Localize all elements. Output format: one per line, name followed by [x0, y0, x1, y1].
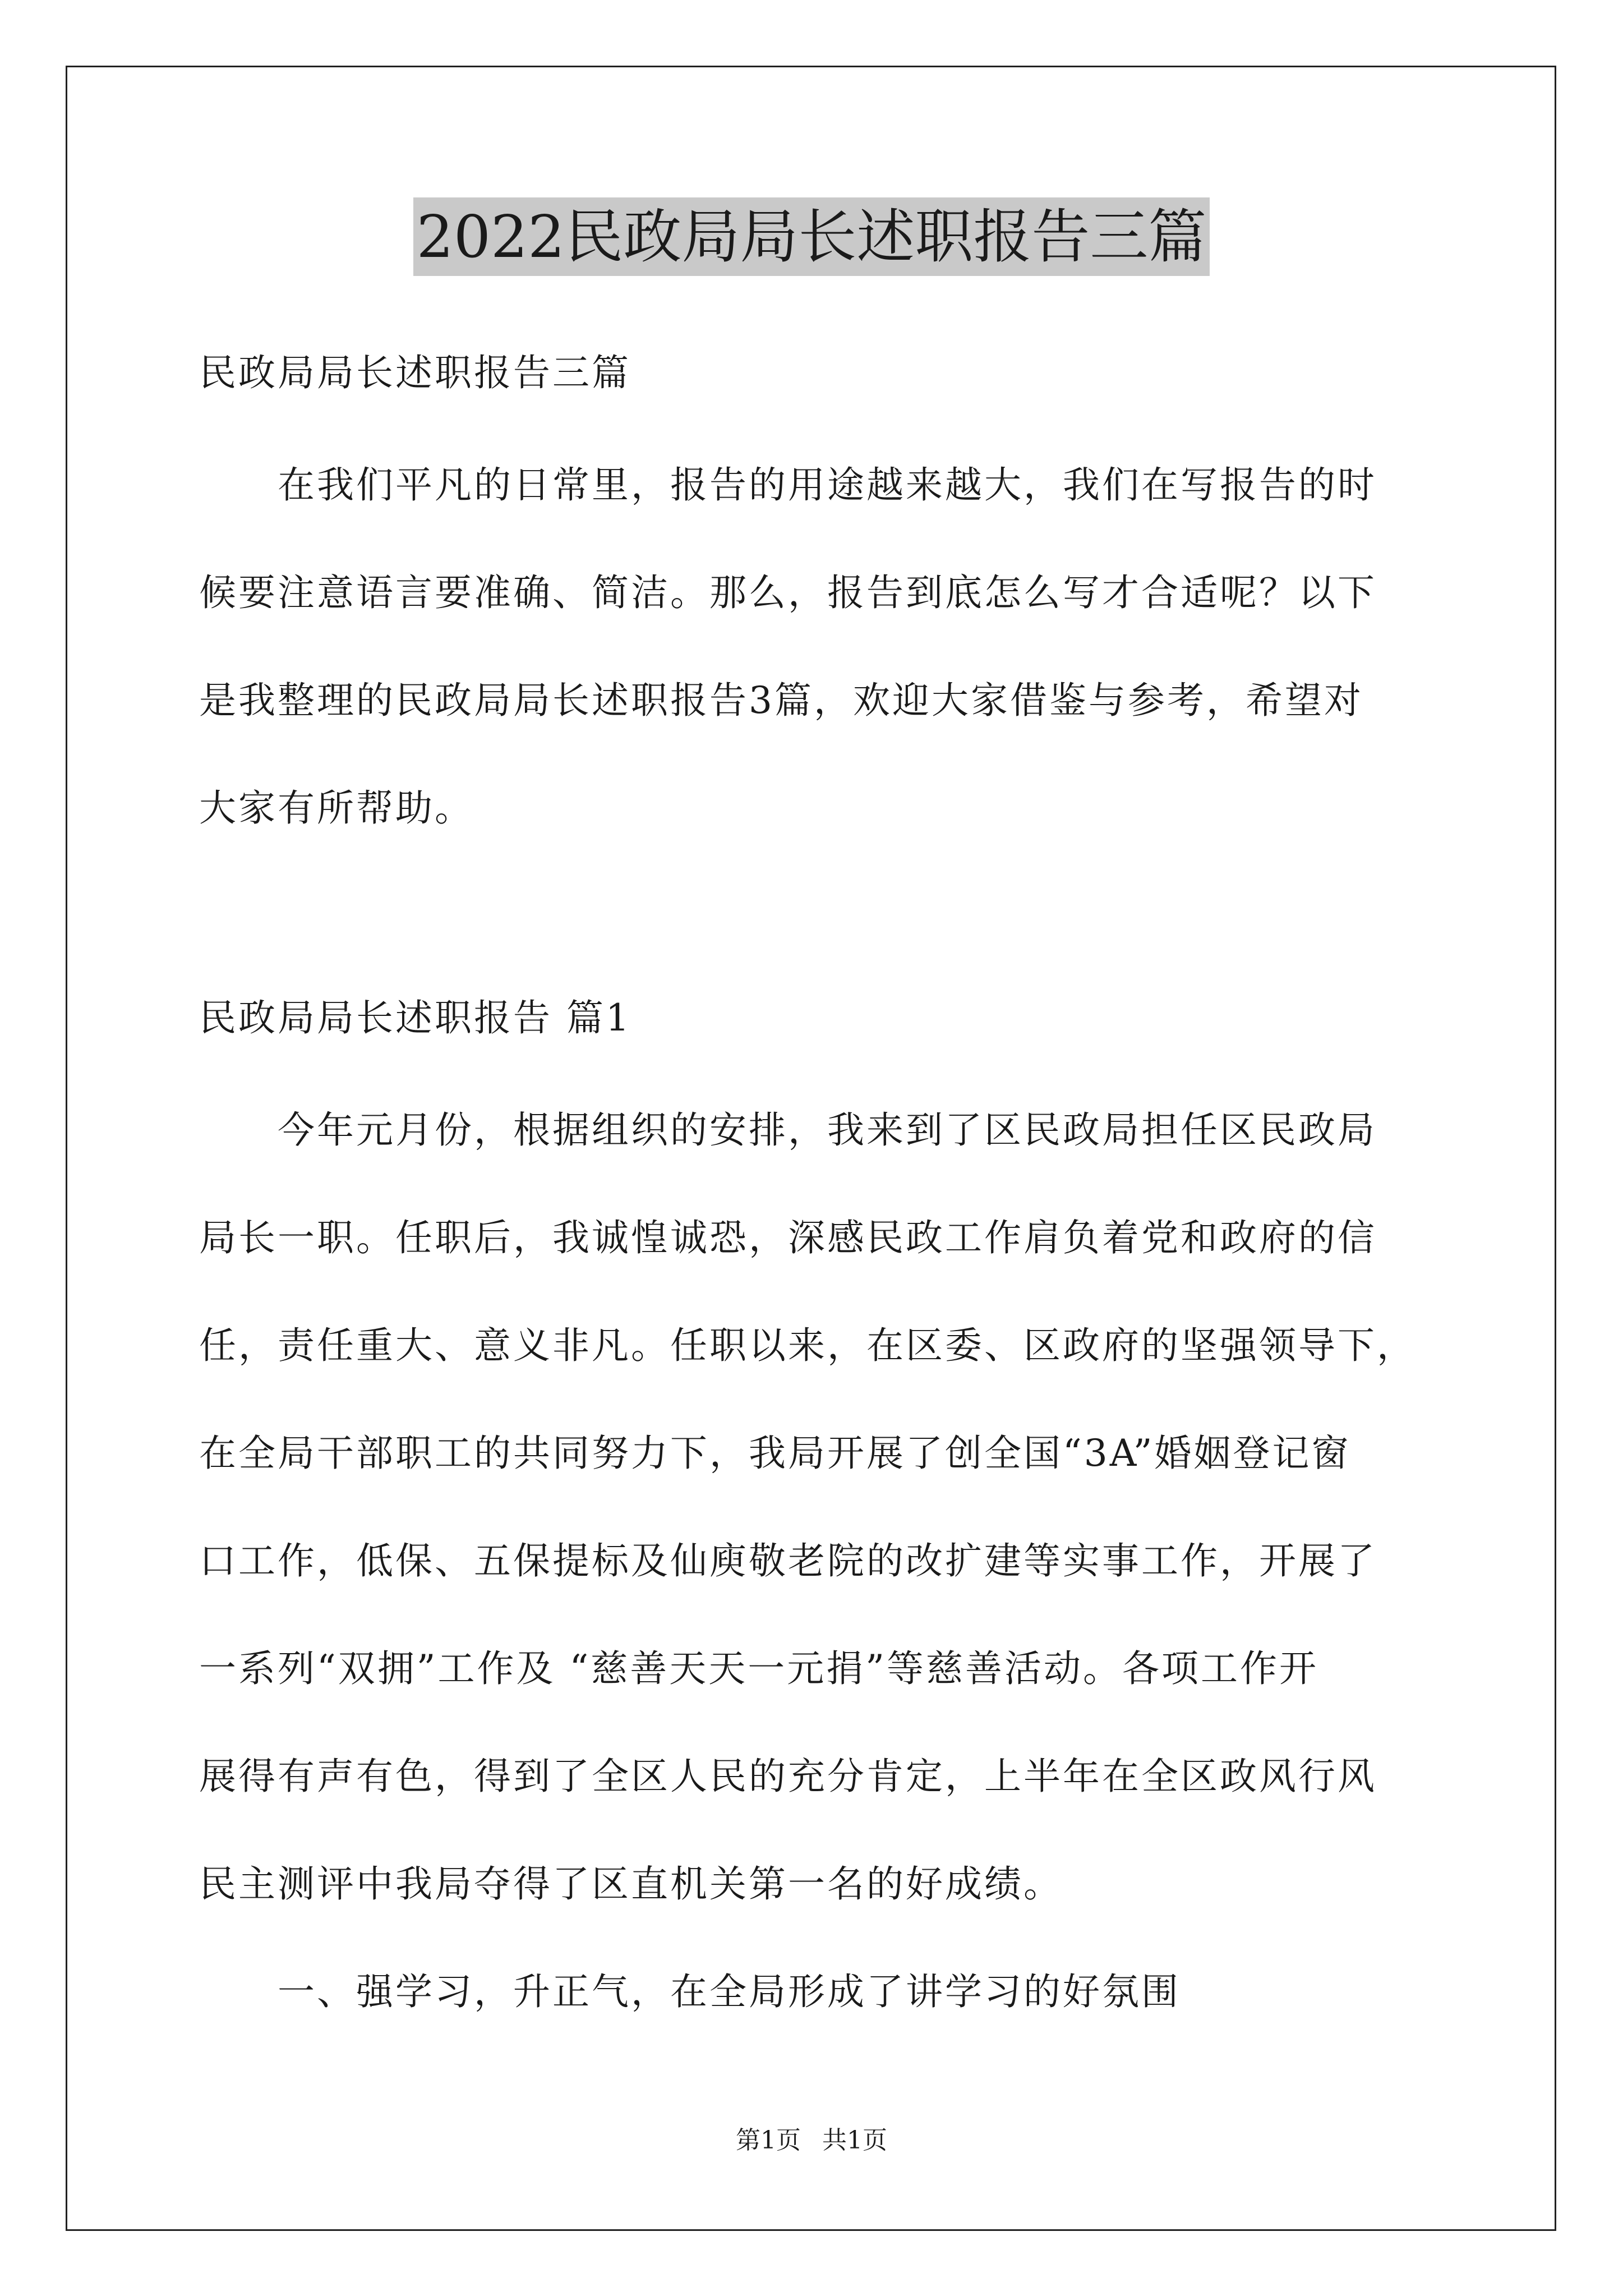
intro-line: 在我们平凡的日常里，报告的用途越来越大，我们在写报告的时 [199, 463, 1377, 507]
intro-line: 是我整理的民政局局长述职报告3篇，欢迎大家借鉴与参考，希望对 [199, 679, 1363, 722]
document-title: 2022民政局局长述职报告三篇 [413, 197, 1210, 276]
body-line: 口工作，低保、五保提标及仙庾敬老院的改扩建等实事工作，开展了 [199, 1539, 1377, 1582]
intro-line: 大家有所帮助。 [199, 786, 474, 830]
body-line: 一系列“双拥”工作及 “慈善天天一元捐”等慈善活动。各项工作开 [199, 1647, 1318, 1690]
page-number: 第1页 [736, 2126, 801, 2155]
page-total: 共1页 [822, 2126, 887, 2155]
body-line: 局长一职。任职后，我诚惶诚恐，深感民政工作肩负着党和政府的信 [199, 1216, 1377, 1259]
page-footer [0, 2124, 1623, 2157]
section-heading: 民政局局长述职报告 篇1 [199, 996, 631, 1039]
body-line: 任，责任重大、意义非凡。任职以来，在区委、区政府的坚强领导下， [199, 1324, 1416, 1367]
body-line: 展得有声有色，得到了全区人民的充分肯定，上半年在全区政风行风 [199, 1755, 1377, 1798]
document-subtitle: 民政局局长述职报告三篇 [199, 351, 631, 394]
point-heading: 一、强学习，升正气，在全局形成了讲学习的好氛围 [199, 1970, 1181, 2013]
intro-line: 候要注意语言要准确、简洁。那么，报告到底怎么写才合适呢？以下 [199, 571, 1377, 614]
title-container [0, 197, 1623, 276]
body-line: 今年元月份，根据组织的安排，我来到了区民政局担任区民政局 [199, 1108, 1377, 1152]
body-line: 在全局干部职工的共同努力下，我局开展了创全国“3A”婚姻登记窗 [199, 1432, 1351, 1475]
body-line: 民主测评中我局夺得了区直机关第一名的好成绩。 [199, 1862, 1063, 1906]
